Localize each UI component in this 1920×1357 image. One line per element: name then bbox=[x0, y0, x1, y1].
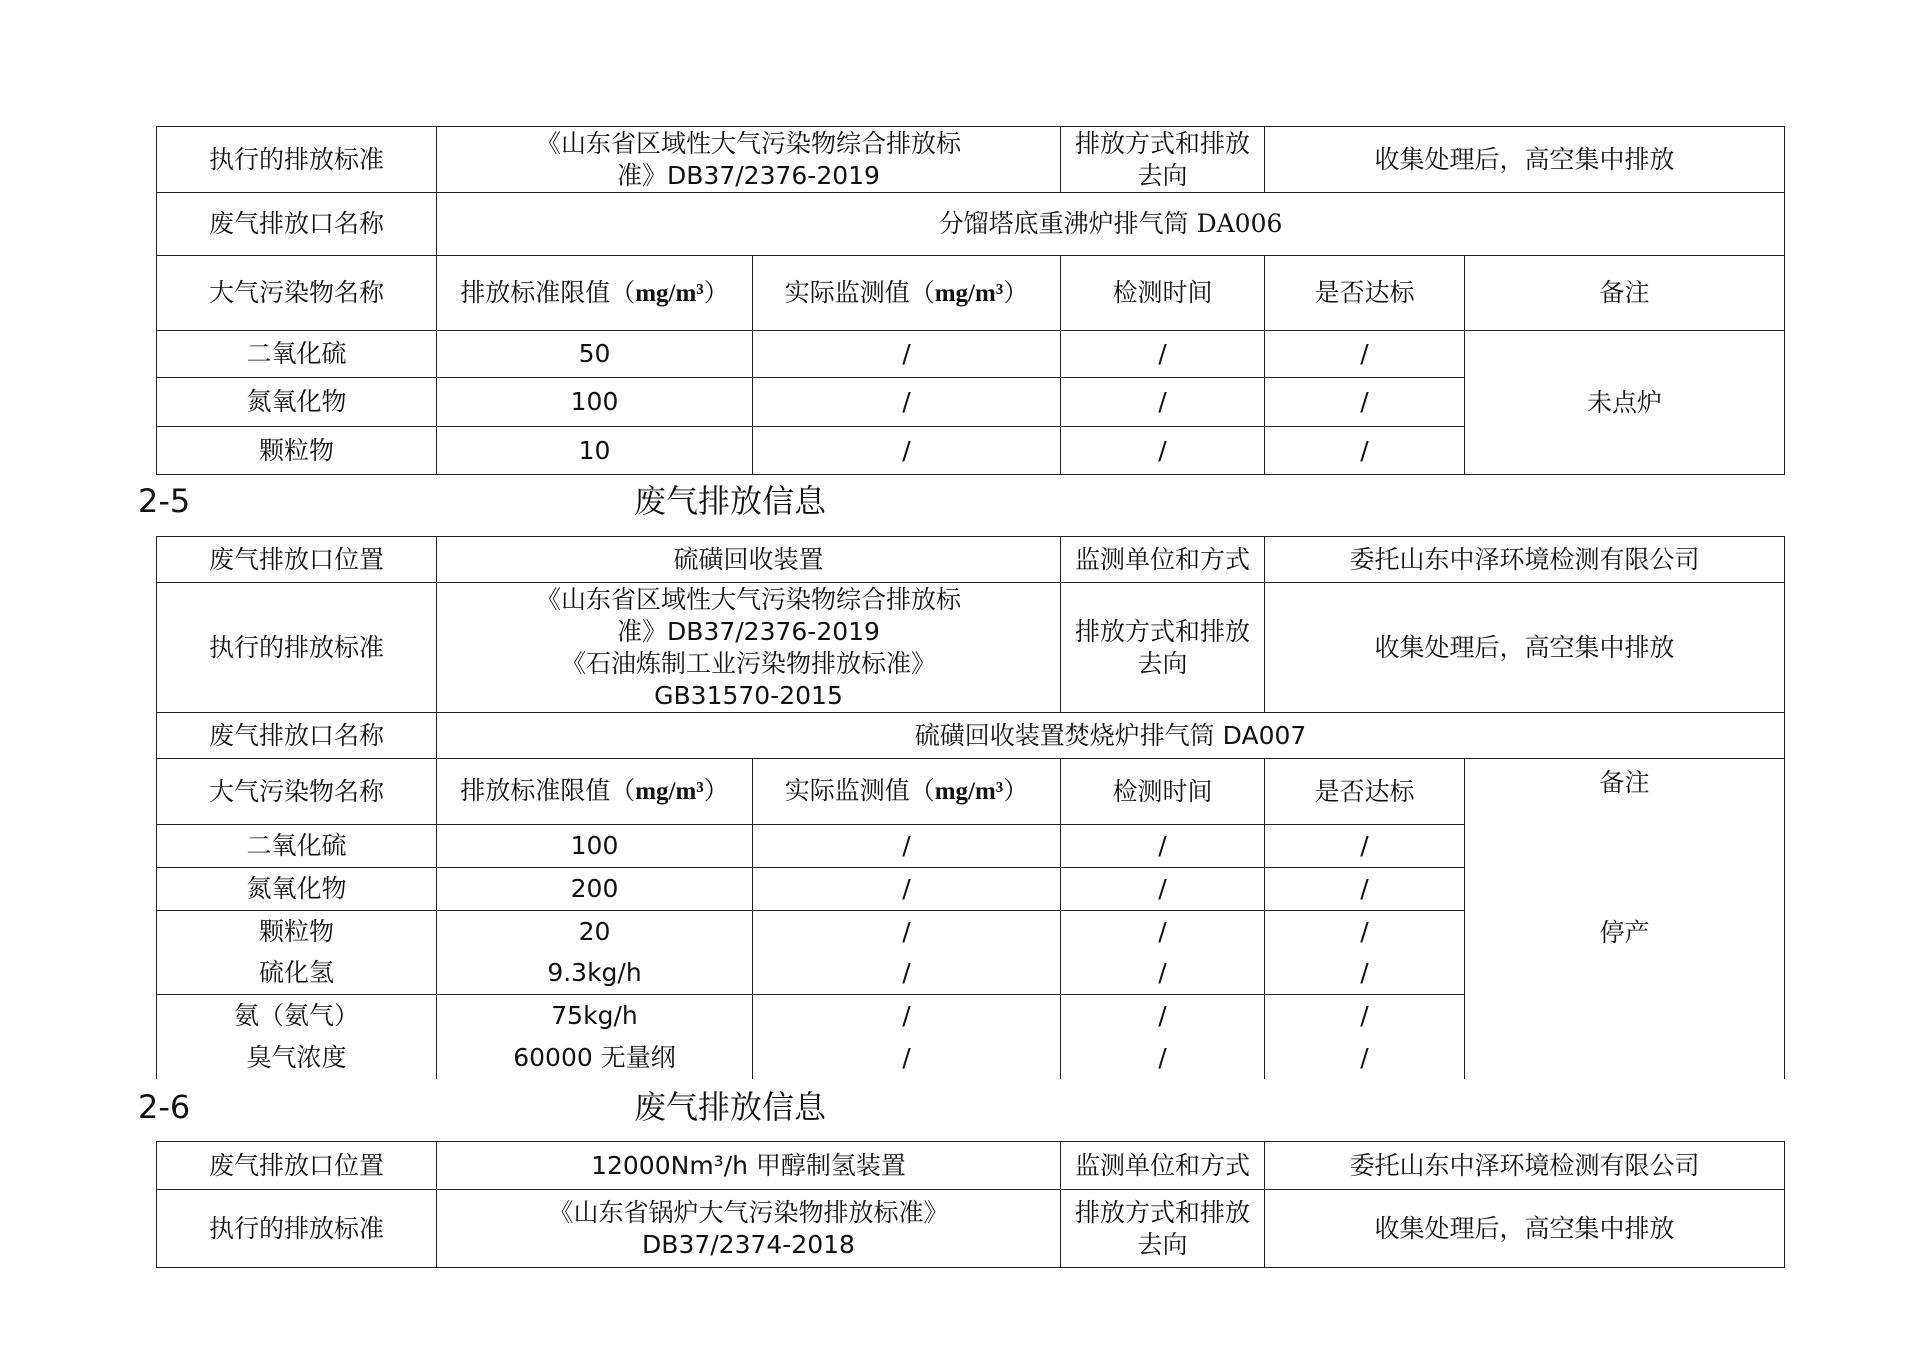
actual-value: / bbox=[753, 1037, 1061, 1079]
note-cell bbox=[1465, 759, 1785, 1079]
standard-line: 《山东省锅炉大气污染物排放标准》 bbox=[548, 1197, 949, 1227]
limit-value: 50 bbox=[437, 331, 753, 378]
time-value: / bbox=[1061, 1037, 1265, 1079]
section-heading bbox=[0, 1087, 1920, 1127]
time-value: / bbox=[1061, 911, 1265, 953]
outlet-name-label: 废气排放口名称 bbox=[157, 713, 437, 759]
method-label: 排放方式和排放去向 bbox=[1061, 127, 1265, 193]
pollutant-name: 硫化氢 bbox=[157, 953, 437, 995]
time-value: / bbox=[1061, 868, 1265, 911]
header-actual: 实际监测值（mg/m³） bbox=[753, 759, 1061, 825]
pollutant-name: 颗粒物 bbox=[157, 427, 437, 475]
monitor-label: 监测单位和方式 bbox=[1061, 537, 1265, 583]
standard-label: 执行的排放标准 bbox=[157, 583, 437, 713]
header-pollutant: 大气污染物名称 bbox=[157, 256, 437, 331]
header-limit: 排放标准限值（mg/m³） bbox=[437, 759, 753, 825]
pollutant-name: 二氧化硫 bbox=[157, 331, 437, 378]
limit-value: 9.3kg/h bbox=[437, 953, 753, 995]
location-label: 废气排放口位置 bbox=[157, 537, 437, 583]
actual-value: / bbox=[753, 995, 1061, 1037]
pollutant-name: 氮氧化物 bbox=[157, 868, 437, 911]
compliance-value: / bbox=[1265, 1037, 1465, 1079]
standard-line: GB31570-2015 bbox=[654, 680, 843, 710]
location-value: 12000Nm³/h 甲醇制氢装置 bbox=[437, 1142, 1061, 1190]
location-value: 硫磺回收装置 bbox=[437, 537, 1061, 583]
compliance-value: / bbox=[1265, 378, 1465, 427]
monitor-label: 监测单位和方式 bbox=[1061, 1142, 1265, 1190]
limit-value: 20 bbox=[437, 911, 753, 953]
pollutant-name: 氨（氨气） bbox=[157, 995, 437, 1037]
actual-value: / bbox=[753, 953, 1061, 995]
method-value: 收集处理后，高空集中排放 bbox=[1265, 127, 1785, 193]
method-value: 收集处理后，高空集中排放 bbox=[1265, 1190, 1785, 1268]
standard-line: DB37/2374-2018 bbox=[642, 1229, 855, 1259]
time-value: / bbox=[1061, 825, 1265, 868]
section-title: 废气排放信息 bbox=[634, 482, 827, 520]
section-heading bbox=[0, 481, 1920, 521]
time-value: / bbox=[1061, 378, 1265, 427]
standard-line: 准》DB37/2376-2019 bbox=[617, 616, 880, 646]
method-label: 排放方式和排放去向 bbox=[1061, 1190, 1265, 1268]
compliance-value: / bbox=[1265, 331, 1465, 378]
actual-value: / bbox=[753, 331, 1061, 378]
limit-value: 100 bbox=[437, 378, 753, 427]
time-value: / bbox=[1061, 427, 1265, 475]
monitor-value: 委托山东中泽环境检测有限公司 bbox=[1265, 1142, 1785, 1190]
limit-value: 100 bbox=[437, 825, 753, 868]
monitor-value: 委托山东中泽环境检测有限公司 bbox=[1265, 537, 1785, 583]
standard-value bbox=[437, 127, 1061, 193]
standard-value bbox=[437, 583, 1061, 713]
header-compliance: 是否达标 bbox=[1265, 256, 1465, 331]
header-note: 备注 bbox=[1465, 256, 1785, 331]
pollutant-name: 氮氧化物 bbox=[157, 378, 437, 427]
outlet-name-value: 硫磺回收装置焚烧炉排气筒 DA007 bbox=[437, 713, 1785, 759]
header-pollutant: 大气污染物名称 bbox=[157, 759, 437, 825]
actual-value: / bbox=[753, 378, 1061, 427]
standard-line: 准》DB37/2376-2019 bbox=[617, 160, 880, 190]
standard-line: 《山东省区域性大气污染物综合排放标 bbox=[536, 128, 962, 158]
header-compliance: 是否达标 bbox=[1265, 759, 1465, 825]
standard-label: 执行的排放标准 bbox=[157, 127, 437, 193]
standard-line: 《石油炼制工业污染物排放标准》 bbox=[561, 648, 937, 678]
method-value: 收集处理后，高空集中排放 bbox=[1265, 583, 1785, 713]
header-time: 检测时间 bbox=[1061, 759, 1265, 825]
header-time: 检测时间 bbox=[1061, 256, 1265, 331]
header-note: 备注 bbox=[1599, 768, 1650, 797]
limit-value: 10 bbox=[437, 427, 753, 475]
pollutant-name: 二氧化硫 bbox=[157, 825, 437, 868]
compliance-value: / bbox=[1265, 868, 1465, 911]
compliance-value: / bbox=[1265, 995, 1465, 1037]
actual-value: / bbox=[753, 911, 1061, 953]
outlet-name-value: 分馏塔底重沸炉排气筒 DA006 bbox=[437, 193, 1785, 256]
location-label: 废气排放口位置 bbox=[157, 1142, 437, 1190]
standard-line: 《山东省区域性大气污染物综合排放标 bbox=[536, 584, 962, 614]
emission-table-da007 bbox=[156, 536, 1785, 1079]
limit-value: 60000 无量纲 bbox=[437, 1037, 753, 1079]
limit-value: 75kg/h bbox=[437, 995, 753, 1037]
compliance-value: / bbox=[1265, 911, 1465, 953]
section-number: 2-5 bbox=[138, 482, 191, 520]
compliance-value: / bbox=[1265, 953, 1465, 995]
time-value: / bbox=[1061, 995, 1265, 1037]
method-label: 排放方式和排放去向 bbox=[1061, 583, 1265, 713]
pollutant-name: 臭气浓度 bbox=[157, 1037, 437, 1079]
section-title: 废气排放信息 bbox=[634, 1088, 827, 1126]
note-value: 未点炉 bbox=[1465, 331, 1785, 475]
compliance-value: / bbox=[1265, 427, 1465, 475]
header-actual: 实际监测值（mg/m³） bbox=[753, 256, 1061, 331]
actual-value: / bbox=[753, 427, 1061, 475]
standard-label: 执行的排放标准 bbox=[157, 1190, 437, 1268]
section-number: 2-6 bbox=[138, 1088, 191, 1126]
note-value: 停产 bbox=[1599, 918, 1650, 947]
emission-table-hydrogen bbox=[156, 1141, 1785, 1268]
outlet-name-label: 废气排放口名称 bbox=[157, 193, 437, 256]
header-limit: 排放标准限值（mg/m³） bbox=[437, 256, 753, 331]
actual-value: / bbox=[753, 868, 1061, 911]
table-row bbox=[157, 331, 1785, 378]
standard-value bbox=[437, 1190, 1061, 1268]
limit-value: 200 bbox=[437, 868, 753, 911]
actual-value: / bbox=[753, 825, 1061, 868]
time-value: / bbox=[1061, 953, 1265, 995]
compliance-value: / bbox=[1265, 825, 1465, 868]
pollutant-name: 颗粒物 bbox=[157, 911, 437, 953]
time-value: / bbox=[1061, 331, 1265, 378]
emission-table-da006 bbox=[156, 126, 1785, 475]
